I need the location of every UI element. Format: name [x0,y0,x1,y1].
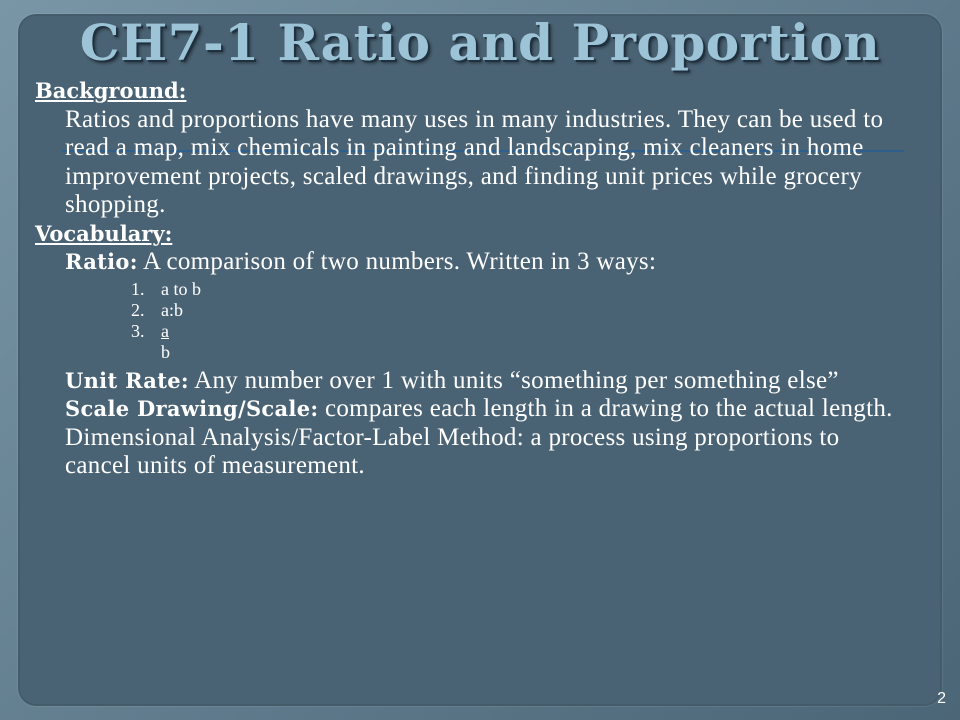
list-item [131,279,905,300]
slide-body [35,77,905,481]
unit-rate-row [35,367,905,396]
list-text: a:b [161,299,183,320]
ratio-ways-list [35,279,905,363]
list-number: 3. [131,320,145,341]
unit-rate-definition: Any number over 1 with units “something per something else” [194,366,839,394]
background-text: Ratios and proportions have many uses in many industries. They can be used to read a map, mix chemicals in painting and landscaping, mix cleaners in home improvement projects, scaled drawings, and finding unit prices while grocery shopping. [65,105,884,218]
unit-rate-term: Unit Rate: [65,367,189,393]
scale-row [35,395,905,424]
vocabulary-heading: Vocabulary: [35,220,173,246]
dimensional-analysis-text: Dimensional Analysis/Factor-Label Method: a process using proportions to cancel units of measurement. [65,423,840,479]
scale-term: Scale Drawing/Scale: [65,396,319,421]
list-number: 2. [131,299,145,320]
scale-definition: compares each length in a drawing to the actual length. [324,395,893,422]
slide-number: 2 [937,690,946,707]
background-heading: Background: [35,78,187,103]
list-text: a to b [161,278,201,299]
fraction [161,321,170,363]
list-item [131,321,905,363]
ratio-definition-row [35,248,905,277]
ratio-definition: A comparison of two numbers. Written in 3 ways: [142,248,657,275]
ratio-term: Ratio: [65,249,138,274]
fraction-numerator: a [161,320,169,341]
fraction-denominator: b [161,341,170,362]
list-number: 1. [131,278,145,299]
slide-title: CH7-1 Ratio and Proportion [79,13,881,72]
list-item [131,300,905,321]
